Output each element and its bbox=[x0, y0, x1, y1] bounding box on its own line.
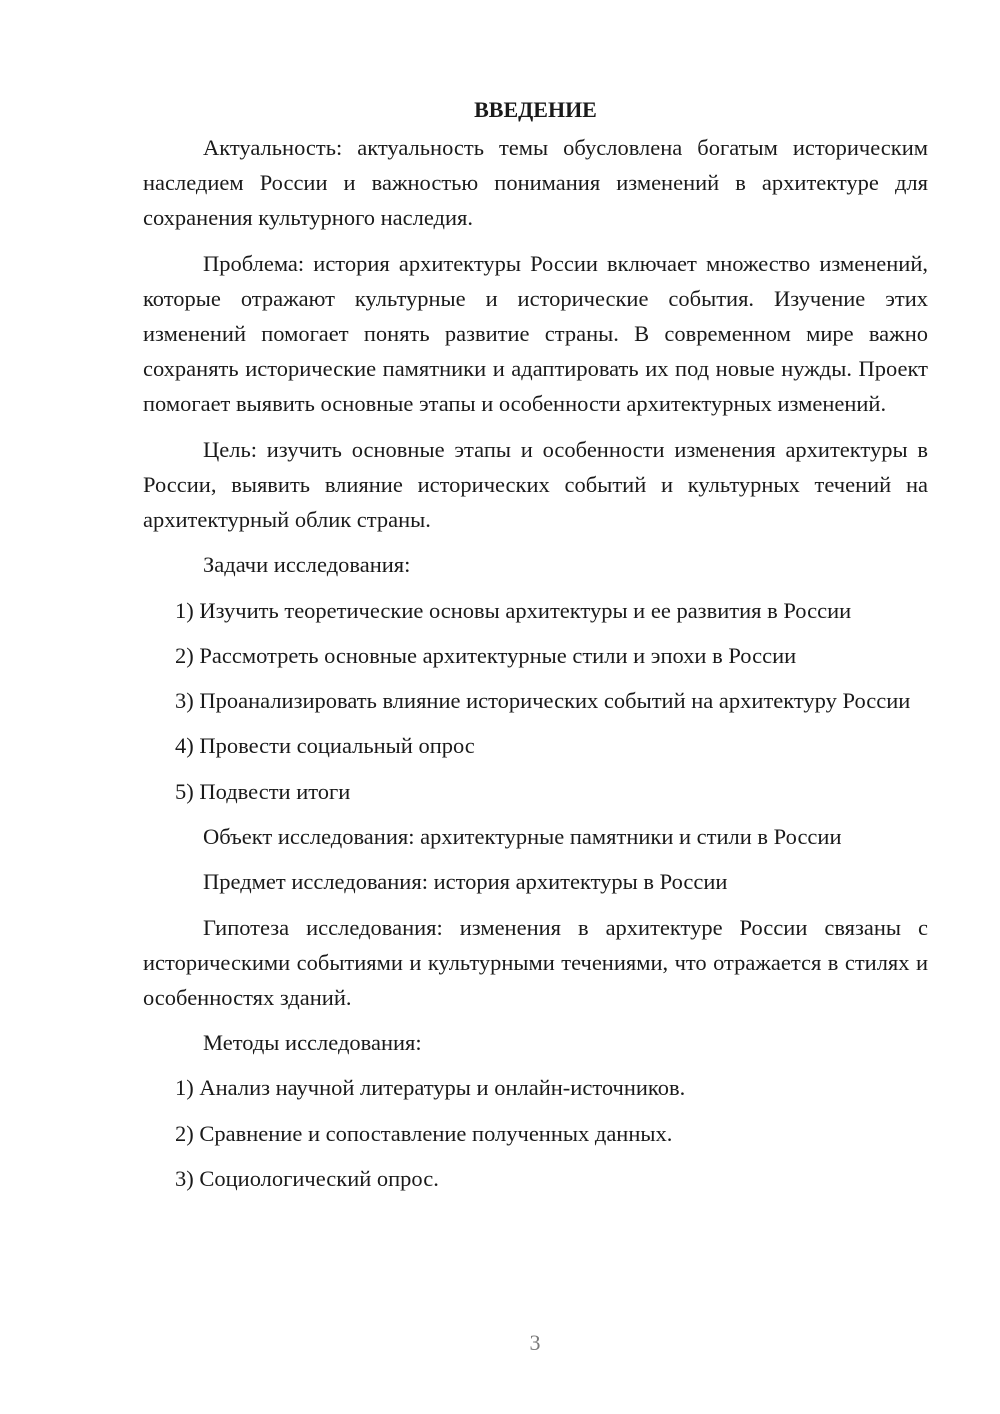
method-item-3: 3) Социологический опрос. bbox=[175, 1166, 439, 1192]
subject-line: Предмет исследования: история архитектуры в России bbox=[203, 869, 728, 895]
task-item-4: 4) Провести социальный опрос bbox=[175, 733, 475, 759]
method-item-1: 1) Анализ научной литературы и онлайн-источников. bbox=[175, 1075, 686, 1101]
task-item-5: 5) Подвести итоги bbox=[175, 778, 351, 804]
tasks-heading: Задачи исследования: bbox=[203, 552, 411, 578]
relevance-paragraph: Актуальность: актуальность темы обусловлена богатым историческим наследием России и важностью понимания изменений в архитектуре для сохранения культурного наследия. bbox=[143, 135, 928, 231]
object-line: Объект исследования: архитектурные памятники и стили в России bbox=[203, 823, 842, 849]
methods-heading: Методы исследования: bbox=[203, 1030, 422, 1056]
task-item-2: 2) Рассмотреть основные архитектурные стили и эпохи в России bbox=[175, 642, 797, 668]
page-number: 3 bbox=[529, 1330, 541, 1355]
method-item-2: 2) Сравнение и сопоставление полученных данных. bbox=[175, 1120, 673, 1146]
goal-paragraph: Цель: изучить основные этапы и особенности изменения архитектуры в России, выявить влияние исторических событий и культурных течений на архитектурный облик страны. bbox=[143, 436, 928, 533]
task-item-1: 1) Изучить теоретические основы архитектуры и ее развития в России bbox=[175, 597, 852, 623]
hypothesis-paragraph: Гипотеза исследования: изменения в архитектуре России связаны с историческими событиями и культурными течениями, что отражается в стилях и особенностях зданий. bbox=[143, 914, 928, 1010]
document-page bbox=[143, 92, 928, 1206]
problem-paragraph: Проблема: история архитектуры России включает множество изменений, которые отражают культурные и исторические события. Изучение этих изменений помогает понять развитие страны. В современном мире важно сохранять исторические памятники и адаптировать их под новые нужды. Проект помогает выявить основные этапы и особенности архитектурных изменений. bbox=[143, 250, 928, 417]
page-title: ВВЕДЕНИЕ bbox=[474, 97, 597, 122]
task-item-3: 3) Проанализировать влияние исторических событий на архитектуру России bbox=[175, 688, 911, 714]
